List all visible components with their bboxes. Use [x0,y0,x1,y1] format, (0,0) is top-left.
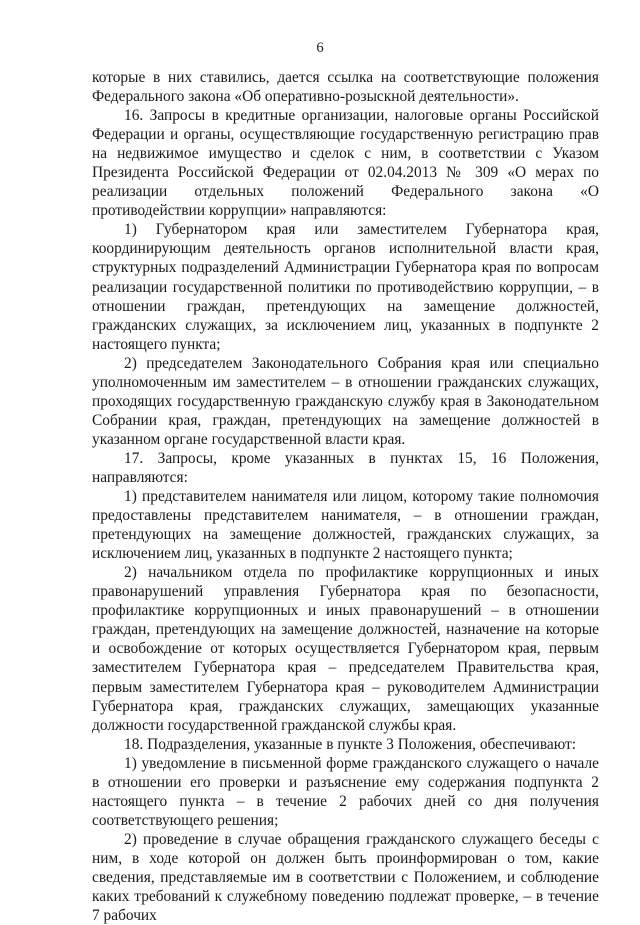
paragraph-continuation: которые в них ставились, дается ссылка на соответствующие положения Федерального закона «Об оперативно-розыскной деятельности». [92,69,599,106]
paragraph-17-2: 2) начальником отдела по профилактике коррупционных и иных правонарушений управления Губернатора края по безопасности, профилактике коррупционных и иных правонарушений – в отношении граждан, претендующих на замещение должностей, назначение на которые и освобождение от которых осуществляется Губернатором края, первым заместителем Губернатора края – председателем Правительства края, первым заместителем Губернатора края – руководителем Администрации Губернатора края, гражданских служащих, замещающих указанные должности государственной гражданской службы края. [92,564,599,734]
page-number: 6 [316,40,324,56]
paragraph-16: 16. Запросы в кредитные организации, налоговые органы Российской Федерации и органы, осуществляющие государственную регистрацию прав на недвижимое имущество и сделок с ним, в соответствии с Указом Президента Российской Федерации от 02.04.2013 № 309 «О мерах по реализации отдельных положений Федерального закона «О противодействии коррупции» направляются: [92,107,599,220]
paragraph-18: 18. Подразделения, указанные в пункте 3 Положения, обеспечивают: [124,735,577,753]
document-body [92,68,599,925]
paragraph-17-1: 1) представителем нанимателя или лицом, которому такие полномочия предоставлены представителем нанимателя, – в отношении граждан, претендующих на замещение должностей, гражданских служащих, за исключением лиц, указанных в подпункте 2 настоящего пункта; [92,488,599,563]
paragraph-18-2: 2) проведение в случае обращения гражданского служащего беседы с ним, в ходе которой он должен быть проинформирован о том, какие сведения, представляемые им в соответствии с Положением, и соблюдение каких требований к служебному поведению подлежат проверке, – в течение 7 рабочих [92,830,599,925]
paragraph-18-1: 1) уведомление в письменной форме гражданского служащего о начале в отношении его проверки и разъяснение ему содержания подпункта 2 настоящего пункта – в течение 2 рабочих дней со дня получения соответствующего решения; [92,754,599,829]
paragraph-16-1: 1) Губернатором края или заместителем Губернатора края, координирующим деятельность органов исполнительной власти края, структурных подразделений Администрации Губернатора края по вопросам реализации государственной политики по противодействию коррупции, – в отношении граждан, претендующих на замещение должностей, гражданских служащих, за исключением лиц, указанных в подпункте 2 настоящего пункта; [92,221,599,353]
paragraph-17: 17. Запросы, кроме указанных в пунктах 15, 16 Положения, направляются: [92,449,599,486]
paragraph-16-2: 2) председателем Законодательного Собрания края или специально уполномоченным им заместителем – в отношении гражданских служащих, проходящих государственную гражданскую службу края в Законодательном Собрании края, граждан, претендующих на замещение должностей в указанном органе государственной власти края. [92,354,599,448]
